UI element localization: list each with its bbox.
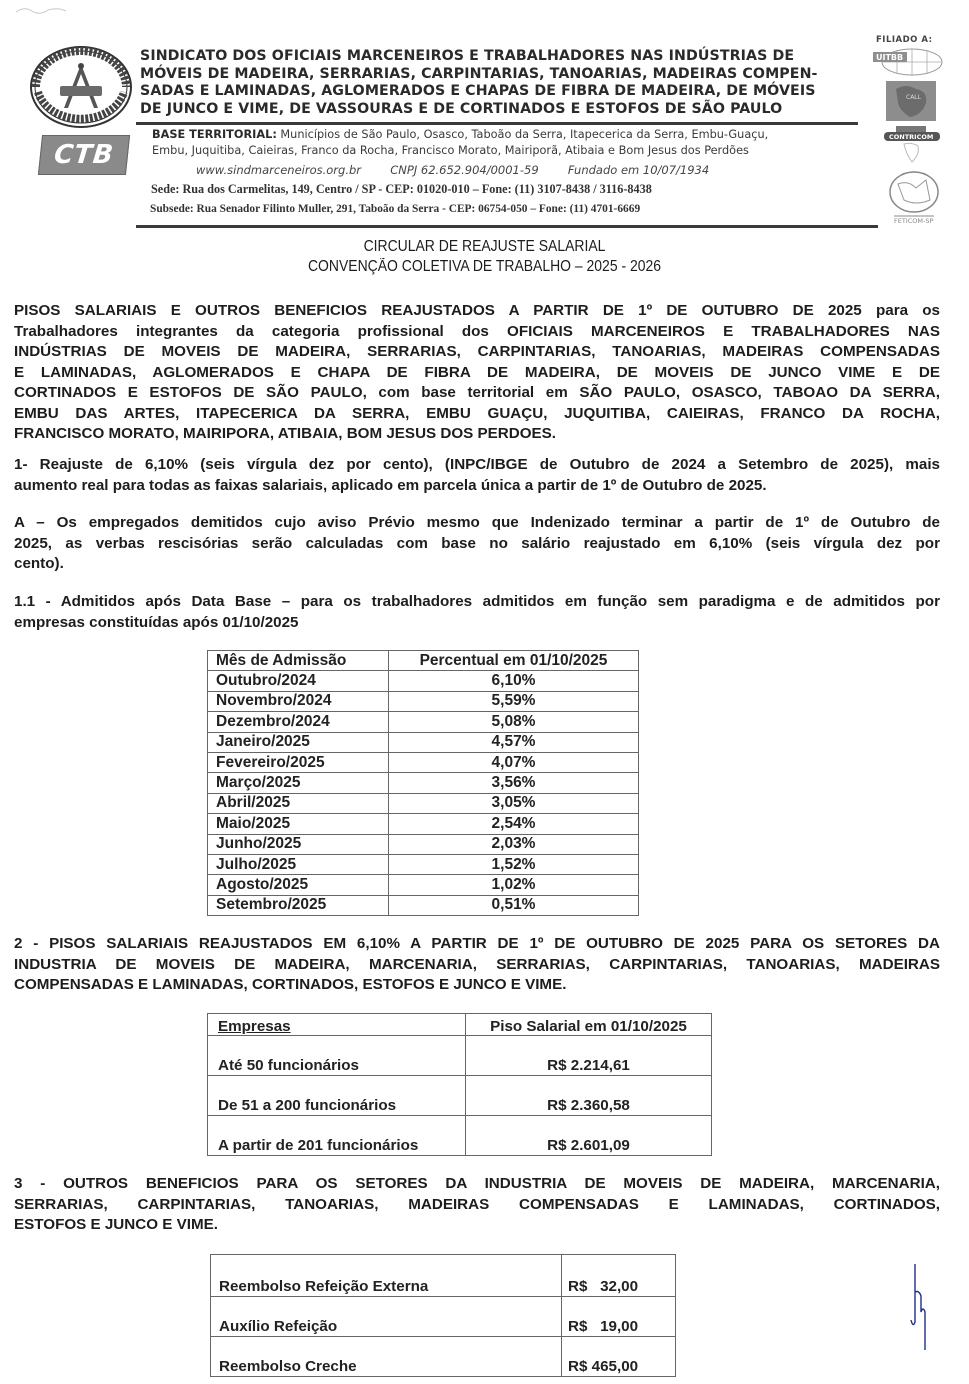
- intro-line: Trabalhadores integrantes da categoria profissional dos OFICIAIS MARCENEIROS E TRABALHADORES NAS: [14, 322, 940, 340]
- header-divider-bottom: [136, 225, 878, 228]
- intro-line: INDÚSTRIAS DE MOVEIS DE MADEIRA, SERRARIAS, CARPINTARIAS, TANOARIAS, MADEIRAS COMPENSADAS: [14, 343, 940, 360]
- column-header: Percentual em 01/10/2025: [389, 651, 639, 671]
- benefit-value: R$ 32,00: [562, 1255, 676, 1297]
- column-header: Mês de Admissão: [208, 651, 389, 671]
- federation-map-logo-icon: [886, 81, 936, 121]
- uitbb-globe-logo-icon: [872, 48, 944, 76]
- table-header-row: [208, 651, 639, 671]
- admission-month: Dezembro/2024: [208, 712, 389, 732]
- admission-month: Maio/2025: [208, 814, 389, 834]
- salary-floor: R$ 2.601,09: [466, 1116, 712, 1156]
- branch-address: Subsede: Rua Senador Filinto Muller, 291, Taboão da Serra - CEP: 06754-050 – Fone: (11) 4701-6669: [150, 203, 641, 215]
- union-seal-logo-icon: [30, 46, 132, 128]
- table-row: [208, 752, 639, 772]
- percentage: 1,02%: [389, 875, 639, 895]
- table-header-row: [208, 1014, 712, 1036]
- benefit-value: R$ 19,00: [562, 1297, 676, 1337]
- section-1-1-line: empresas constituídas após 01/10/2025: [14, 613, 299, 631]
- section-3-paragraph: [14, 1174, 940, 1236]
- union-name-line: DE JUNCO E VIME, DE VASSOURAS E DE CORTINADOS E ESTOFOS DE SÃO PAULO: [140, 100, 783, 117]
- percentage: 1,52%: [389, 854, 639, 874]
- salary-floor: R$ 2.360,58: [466, 1076, 712, 1116]
- percentage: 4,57%: [389, 732, 639, 752]
- svg-text:UITBB: UITBB: [876, 53, 904, 62]
- table-row: [208, 773, 639, 793]
- benefit-value: R$ 465,00: [562, 1337, 676, 1377]
- section-3-line: SERRARIAS, CARPINTARIAS, TANOARIAS, MADEIRAS COMPENSADAS E LAMINADAS, CORTINADOS,: [14, 1195, 940, 1213]
- scan-mark-icon: [14, 2, 84, 22]
- company-size: De 51 a 200 funcionários: [208, 1076, 466, 1116]
- table-row: [211, 1297, 676, 1337]
- intro-line: PISOS SALARIAIS E OUTROS BENEFICIOS REAJUSTADOS A PARTIR DE 1º DE OUTUBRO DE 2025 para os: [14, 302, 940, 319]
- percentage: 3,05%: [389, 793, 639, 813]
- table-row: [208, 1116, 712, 1156]
- section-a-line: 2025, as verbas rescisórias serão calculadas com base no salário reajustado em 6,10% (seis vírgula dez por: [14, 534, 940, 552]
- section-2-line: COMPENSADAS E LAMINADAS, CORTINADOS, ESTOFOS E JUNCO E VIME.: [14, 976, 567, 993]
- admission-month: Março/2025: [208, 773, 389, 793]
- territorial-base-line-2: Embu, Juquitiba, Caieiras, Franco da Rocha, Francisco Morato, Mairiporã, Atibaia e Bom Jesus dos Perdões: [152, 144, 749, 157]
- table-row: [208, 671, 639, 691]
- percentage: 0,51%: [389, 895, 639, 915]
- admission-month: Janeiro/2025: [208, 732, 389, 752]
- table-row: [208, 691, 639, 711]
- territorial-base-line-1: Municípios de São Paulo, Osasco, Taboão da Serra, Itapecerica da Serra, Embu-Guaçu,: [276, 128, 769, 141]
- table-row: [208, 875, 639, 895]
- headquarters-address: Sede: Rua dos Carmelitas, 149, Centro / SP - CEP: 01020-010 – Fone: (11) 3107-8438 / 3116-8438: [151, 182, 652, 196]
- document-title: CIRCULAR DE REAJUSTE SALARIAL: [363, 238, 606, 255]
- table-row: [208, 834, 639, 854]
- section-3-line: ESTOFOS E JUNCO E VIME.: [14, 1216, 218, 1233]
- cnpj: CNPJ 62.652.904/0001-59: [390, 163, 539, 177]
- section-a-paragraph: [14, 513, 940, 575]
- table-row: [211, 1255, 676, 1297]
- benefit-name: Auxílio Refeição: [211, 1297, 562, 1337]
- salary-floor-table: [207, 1013, 712, 1156]
- section-1-1-line: 1.1 - Admitidos após Data Base – para os trabalhadores admitidos em função sem paradigma e de admitidos por: [14, 593, 940, 610]
- ctb-logo: [38, 135, 130, 175]
- header-divider: [136, 122, 858, 125]
- section-2-paragraph: [14, 934, 940, 996]
- website-link[interactable]: www.sindmarceneiros.org.br: [196, 163, 362, 177]
- column-header: Piso Salarial em 01/10/2025: [466, 1014, 712, 1036]
- section-a-line: cento).: [14, 555, 64, 572]
- union-name-line: MÓVEIS DE MADEIRA, SERRARIAS, CARPINTARIAS, TANOARIAS, MADEIRAS COMPEN-: [140, 65, 818, 82]
- section-1-1-paragraph: [14, 592, 940, 633]
- other-benefits-table: [210, 1254, 676, 1377]
- admission-month: Setembro/2025: [208, 895, 389, 915]
- table-row: [208, 854, 639, 874]
- table-row: [208, 732, 639, 752]
- svg-text:CALL: CALL: [906, 94, 921, 101]
- percentage: 3,56%: [389, 773, 639, 793]
- table-row: [211, 1337, 676, 1377]
- percentage: 5,59%: [389, 691, 639, 711]
- territorial-base: [152, 127, 872, 159]
- contact-line: [196, 163, 709, 177]
- section-1-line: 1- Reajuste de 6,10% (seis vírgula dez por cento), (INPC/IBGE de Outubro de 2024 a Setembro de 2025), mais: [14, 456, 940, 473]
- intro-paragraph: [14, 301, 940, 445]
- admission-month: Abril/2025: [208, 793, 389, 813]
- section-1-line: aumento real para todas as faixas salariais, aplicado em parcela única a partir de 1º de Outubro de 2025.: [14, 476, 767, 494]
- admission-percentage-table: [207, 650, 639, 916]
- section-2-line: INDUSTRIA DE MOVEIS DE MADEIRA, MARCENARIA, SERRARIAS, CARPINTARIAS, TANOARIAS, MADEIRAS: [14, 955, 940, 973]
- table-row: [208, 793, 639, 813]
- benefit-name: Reembolso Refeição Externa: [211, 1255, 562, 1297]
- intro-line: FRANCISCO MORATO, MAIRIPORA, ATIBAIA, BOM JESUS DOS PERDOES.: [14, 425, 557, 442]
- intro-line: EMBU DAS ARTES, ITAPECERICA DA SERRA, EMBU GUAÇU, JUQUITIBA, CAIEIRAS, FRANCO DA ROCHA,: [14, 404, 940, 422]
- percentage: 4,07%: [389, 752, 639, 772]
- percentage: 2,03%: [389, 834, 639, 854]
- section-a-line: A – Os empregados demitidos cujo aviso Prévio mesmo que Indenizado terminar a partir de 1º de Outubro de: [14, 514, 940, 531]
- section-1-paragraph: [14, 455, 940, 496]
- admission-month: Novembro/2024: [208, 691, 389, 711]
- feticom-sp-logo-icon: [886, 170, 942, 225]
- column-header: Empresas: [208, 1014, 466, 1036]
- section-2-line: 2 - PISOS SALARIAIS REAJUSTADOS EM 6,10% A PARTIR DE 1º DE OUTUBRO DE 2025 PARA OS SETORES DA: [14, 935, 940, 952]
- union-name-line: SINDICATO DOS OFICIAIS MARCENEIROS E TRABALHADORES NAS INDÚSTRIAS DE: [140, 48, 795, 64]
- ctb-logo-text: CTB: [52, 140, 116, 170]
- affiliated-label: FILIADO A:: [876, 35, 933, 45]
- admission-month: Julho/2025: [208, 854, 389, 874]
- percentage: 2,54%: [389, 814, 639, 834]
- company-size: A partir de 201 funcionários: [208, 1116, 466, 1156]
- section-3-line: 3 - OUTROS BENEFICIOS PARA OS SETORES DA INDUSTRIA DE MOVEIS DE MADEIRA, MARCENARIA,: [14, 1175, 940, 1192]
- svg-text:FETICOM-SP: FETICOM-SP: [894, 217, 934, 225]
- admission-month: Junho/2025: [208, 834, 389, 854]
- admission-month: Outubro/2024: [208, 671, 389, 691]
- contricom-logo-icon: [882, 124, 942, 164]
- admission-month: Fevereiro/2025: [208, 752, 389, 772]
- salary-floor: R$ 2.214,61: [466, 1036, 712, 1076]
- founded-date: Fundado em 10/07/1934: [567, 163, 710, 177]
- company-size: Até 50 funcionários: [208, 1036, 466, 1076]
- percentage: 5,08%: [389, 712, 639, 732]
- table-row: [208, 895, 639, 915]
- table-row: [208, 814, 639, 834]
- admission-month: Agosto/2025: [208, 875, 389, 895]
- territorial-base-label: BASE TERRITORIAL:: [152, 128, 277, 141]
- table-row: [208, 1036, 712, 1076]
- handwritten-initials-icon: [905, 1262, 929, 1352]
- intro-line: CORTINADOS E ESTOFOS DE SÃO PAULO, com base territorial em SÃO PAULO, OSASCO, TABOAO DA SERRA,: [14, 384, 940, 401]
- union-name: [140, 48, 860, 118]
- table-row: [208, 1076, 712, 1116]
- intro-line: E LAMINADAS, AGLOMERADOS E CHAPA DE FIBRA DE MADEIRA, DE MOVEIS DE JUNCO VIME E DE: [14, 363, 940, 381]
- percentage: 6,10%: [389, 671, 639, 691]
- svg-text:CONTRICOM: CONTRICOM: [889, 133, 934, 141]
- benefit-name: Reembolso Creche: [211, 1337, 562, 1377]
- table-row: [208, 712, 639, 732]
- document-subtitle: CONVENÇÃO COLETIVA DE TRABALHO – 2025 - 2026: [307, 258, 662, 275]
- union-name-line: SADAS E LAMINADAS, AGLOMERADOS E CHAPAS DE FIBRA DE MADEIRA, DE MÓVEIS: [140, 83, 816, 99]
